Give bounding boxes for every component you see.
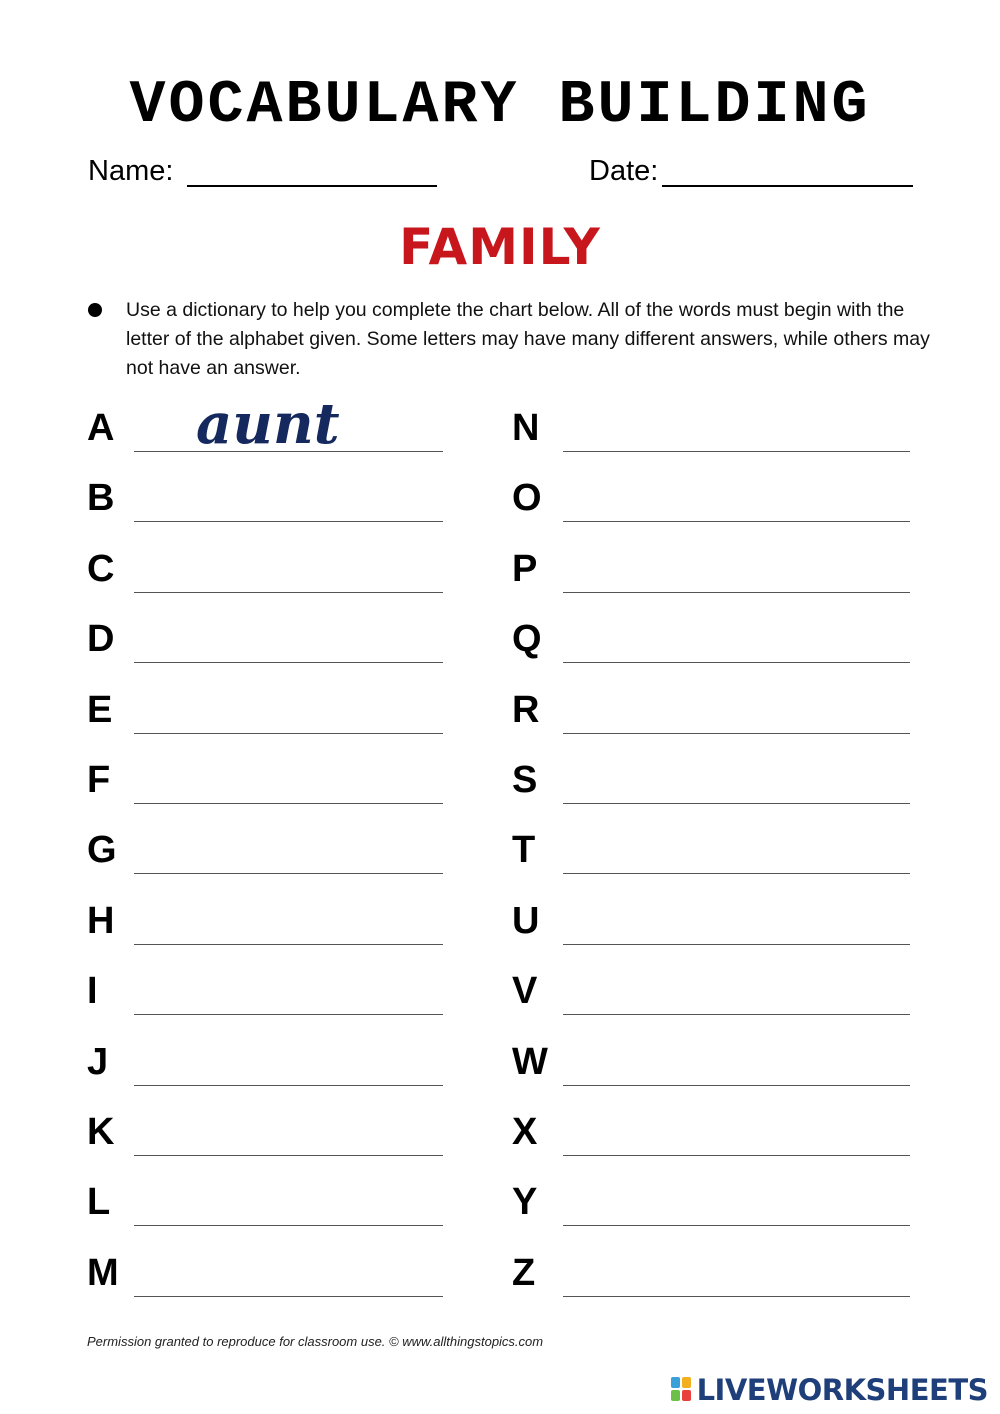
answer-field[interactable] xyxy=(134,521,443,522)
row-letter: C xyxy=(87,547,115,590)
row-letter: D xyxy=(87,618,115,661)
answer-field[interactable] xyxy=(134,944,443,945)
chart-row-x xyxy=(512,1102,910,1162)
row-letter: G xyxy=(87,829,117,872)
chart-row-q xyxy=(512,609,910,669)
liveworksheets-logo-icon xyxy=(671,1377,693,1403)
answer-field[interactable] xyxy=(134,662,443,663)
chart-row-j xyxy=(87,1032,443,1092)
row-letter: E xyxy=(87,688,113,731)
answer-field[interactable] xyxy=(134,1155,443,1156)
name-label: Name: xyxy=(88,155,174,187)
chart-row-d xyxy=(87,609,443,669)
answer-field[interactable] xyxy=(563,733,910,734)
date-field[interactable] xyxy=(662,185,913,187)
chart-row-w xyxy=(512,1032,910,1092)
chart-row-n xyxy=(512,398,910,458)
answer-field[interactable] xyxy=(563,592,910,593)
chart-row-h xyxy=(87,891,443,951)
answer-field[interactable] xyxy=(563,1225,910,1226)
chart-row-k xyxy=(87,1102,443,1162)
chart-row-z xyxy=(512,1243,910,1303)
row-letter: W xyxy=(512,1040,548,1083)
chart-row-b xyxy=(87,468,443,528)
row-letter: Y xyxy=(512,1181,538,1224)
chart-row-y xyxy=(512,1172,910,1232)
answer-field[interactable] xyxy=(134,803,443,804)
chart-row-g xyxy=(87,820,443,880)
answer-text[interactable]: aunt xyxy=(196,391,340,457)
row-letter: P xyxy=(512,547,538,590)
row-letter: M xyxy=(87,1251,119,1294)
chart-row-a xyxy=(87,391,443,458)
answer-field[interactable] xyxy=(134,1296,443,1297)
answer-field[interactable] xyxy=(563,944,910,945)
row-letter: R xyxy=(512,688,540,731)
answer-field[interactable] xyxy=(134,1014,443,1015)
chart-row-u xyxy=(512,891,910,951)
row-letter: S xyxy=(512,759,538,801)
row-letter: F xyxy=(87,759,111,801)
answer-field[interactable] xyxy=(134,733,443,734)
answer-field[interactable] xyxy=(563,803,910,804)
bullet-icon xyxy=(88,303,102,317)
row-letter: B xyxy=(87,477,115,520)
answer-field[interactable] xyxy=(134,1225,443,1226)
answer-field[interactable] xyxy=(563,521,910,522)
row-letter: T xyxy=(512,829,536,872)
chart-row-p xyxy=(512,539,910,599)
chart-row-i xyxy=(87,961,443,1021)
liveworksheets-brand[interactable] xyxy=(671,1372,988,1408)
answer-field[interactable] xyxy=(563,1296,910,1297)
answer-field[interactable] xyxy=(563,1014,910,1015)
chart-row-v xyxy=(512,961,910,1021)
answer-field[interactable] xyxy=(134,1085,443,1086)
name-field[interactable] xyxy=(187,185,437,187)
instructions-text: Use a dictionary to help you complete the chart below. All of the words must begin with the letter of the alphabet given. Some letters may have many different answers, while others may not have an answer. xyxy=(126,299,930,379)
permission-footer: Permission granted to reproduce for classroom use. © www.allthingstopics.com xyxy=(87,1334,544,1349)
answer-field[interactable] xyxy=(563,1085,910,1086)
row-letter: J xyxy=(87,1040,109,1083)
row-letter: A xyxy=(87,407,115,449)
answer-field[interactable] xyxy=(134,873,443,874)
date-label: Date: xyxy=(589,155,659,187)
chart-row-c xyxy=(87,539,443,599)
chart-row-l xyxy=(87,1172,443,1232)
answer-field[interactable] xyxy=(134,592,443,593)
chart-row-r xyxy=(512,680,910,740)
row-letter: I xyxy=(87,970,98,1013)
answer-field[interactable] xyxy=(563,1155,910,1156)
chart-row-t xyxy=(512,820,910,880)
answer-field[interactable] xyxy=(563,662,910,663)
row-letter: L xyxy=(87,1181,111,1224)
row-letter: Z xyxy=(512,1251,536,1294)
chart-row-m xyxy=(87,1243,443,1303)
answer-field[interactable] xyxy=(563,451,910,452)
row-letter: U xyxy=(512,899,540,942)
answer-field[interactable] xyxy=(563,873,910,874)
worksheet-title: VOCABULARY BUILDING xyxy=(129,72,871,140)
row-letter: O xyxy=(512,477,542,520)
chart-row-s xyxy=(512,750,910,810)
row-letter: Q xyxy=(512,618,542,661)
row-letter: N xyxy=(512,407,540,449)
row-letter: X xyxy=(512,1111,538,1153)
chart-row-o xyxy=(512,468,910,528)
row-letter: V xyxy=(512,970,538,1013)
brand-name: LIVEWORKSHEETS xyxy=(696,1373,988,1407)
row-letter: K xyxy=(87,1111,115,1153)
chart-row-f xyxy=(87,750,443,810)
topic-heading: FAMILY xyxy=(399,218,601,276)
row-letter: H xyxy=(87,899,115,942)
chart-row-e xyxy=(87,680,443,740)
